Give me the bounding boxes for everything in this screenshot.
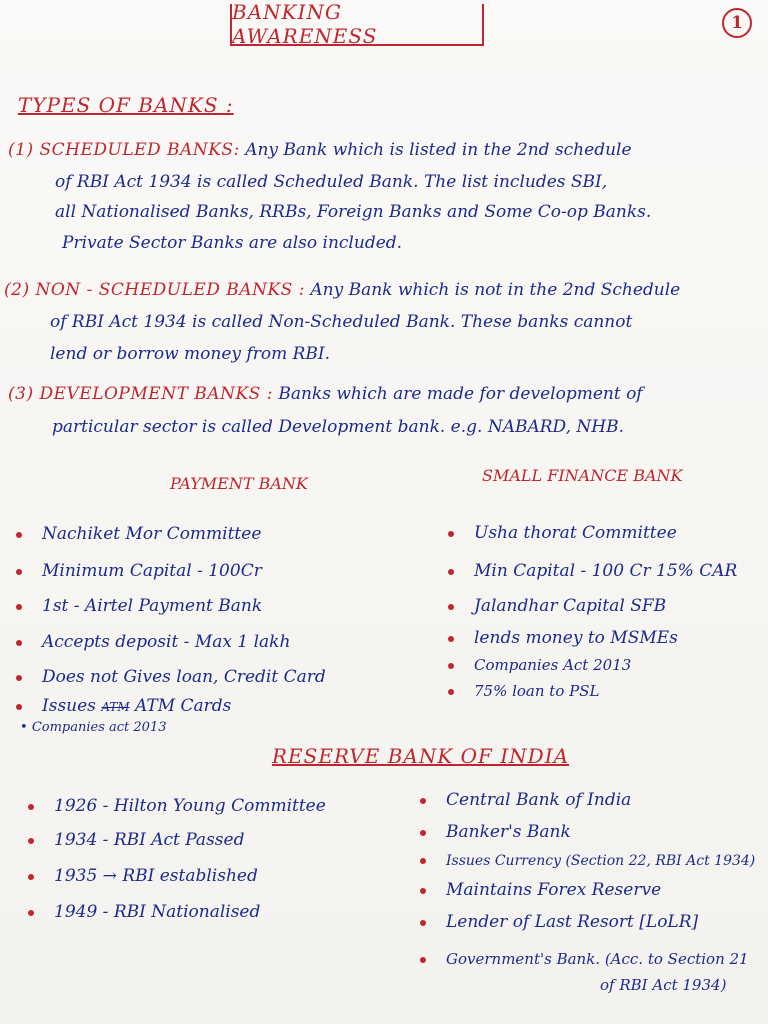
bullet-dot (28, 874, 34, 880)
page-title (230, 0, 484, 48)
bullet-dot (16, 704, 22, 710)
rbi-function-text: Issues Currency (Section 22, RBI Act 1934) (446, 853, 756, 869)
development-text-1: Banks which are made for development of (278, 384, 643, 404)
sfb-item (448, 596, 666, 616)
rbi-function-item (420, 912, 698, 932)
rbi-title: RESERVE BANK OF INDIA (272, 744, 570, 768)
non-scheduled-first-line (4, 280, 680, 300)
scheduled-text-3: all Nationalised Banks, RRBs, Foreign Banks and Some Co-op Banks. (55, 202, 652, 222)
bullet-dot (448, 604, 454, 610)
payment-bank-item-text: Nachiket Mor Committee (42, 524, 262, 544)
bullet-dot (16, 532, 22, 538)
issues-struck: ATM (101, 700, 130, 714)
rbi-timeline-item (28, 866, 258, 886)
rbi-timeline-item (28, 796, 326, 816)
development-first-line (8, 384, 643, 404)
sfb-item-text: Usha thorat Committee (474, 523, 677, 543)
payment-bank-item (16, 596, 262, 616)
bullet-dot (448, 636, 454, 642)
payment-bank-item-text: Minimum Capital - 100Cr (42, 561, 262, 581)
bullet-dot (28, 804, 34, 810)
bullet-dot (16, 640, 22, 646)
scheduled-text-4: Private Sector Banks are also included. (62, 233, 403, 253)
rbi-function-text: Banker's Bank (446, 822, 571, 842)
sfb-item-text: Min Capital - 100 Cr 15% CAR (474, 561, 738, 581)
rbi-function-item (420, 853, 755, 869)
companies-text: Companies act 2013 (31, 720, 167, 735)
sfb-item-text: Companies Act 2013 (474, 656, 632, 674)
rbi-function-text: Central Bank of India (446, 790, 632, 810)
development-label: (3) DEVELOPMENT BANKS : (8, 384, 273, 404)
bullet-dot (28, 910, 34, 916)
rbi-function-item (420, 822, 571, 842)
bullet-dot (420, 888, 426, 894)
development-text-2: particular sector is called Development bank. e.g. NABARD, NHB. (52, 417, 624, 437)
scheduled-text-2: of RBI Act 1934 is called Scheduled Bank. The list includes SBI, (55, 172, 608, 192)
scheduled-label: (1) SCHEDULED BANKS: (8, 140, 240, 160)
bullet-dot (420, 957, 426, 963)
bullet-dot (420, 798, 426, 804)
rbi-function-text: Government's Bank. (Acc. to Section 21 (446, 950, 749, 968)
sfb-item (448, 523, 677, 543)
sfb-item-text: 75% loan to PSL (474, 682, 600, 700)
non-scheduled-text-3: lend or borrow money from RBI. (50, 344, 331, 364)
types-heading: TYPES OF BANKS : (18, 93, 234, 117)
non-scheduled-text-2: of RBI Act 1934 is called Non-Scheduled Bank. These banks cannot (50, 312, 633, 332)
page-title-text: BANKING AWARENESS (232, 0, 378, 48)
bullet-dot (448, 663, 454, 669)
sfb-item (448, 656, 631, 674)
bullet-dot (28, 838, 34, 844)
sfb-item (448, 561, 737, 581)
page-number (722, 8, 752, 38)
rbi-timeline-text: 1935 → RBI established (54, 866, 258, 886)
bullet-dot (420, 830, 426, 836)
bullet-dot (448, 569, 454, 575)
payment-bank-title: PAYMENT BANK (170, 474, 308, 493)
bullet-dot (16, 675, 22, 681)
rbi-function-text: Maintains Forex Reserve (446, 880, 662, 900)
payment-bank-item-text: Does not Gives loan, Credit Card (42, 667, 326, 687)
rbi-timeline-item (28, 830, 244, 850)
payment-bank-item (16, 524, 261, 544)
bullet-dot (16, 604, 22, 610)
payment-bank-item (16, 667, 326, 687)
payment-bank-companies: • Companies act 2013 (20, 720, 167, 735)
sfb-item-text: Jalandhar Capital SFB (474, 596, 667, 616)
bullet-dot (420, 858, 426, 864)
bullet-dot (448, 531, 454, 537)
payment-bank-issues (16, 696, 231, 716)
small-finance-bank-title: SMALL FINANCE BANK (482, 466, 683, 485)
bullet-dot (16, 569, 22, 575)
scheduled-text-1: Any Bank which is listed in the 2nd schedule (245, 140, 632, 160)
rbi-function-text: Lender of Last Resort [LoLR] (446, 912, 699, 932)
issues-suffix: ATM Cards (135, 696, 232, 716)
rbi-function-item (420, 950, 749, 968)
rbi-timeline-text: 1934 - RBI Act Passed (54, 830, 245, 850)
rbi-function-continued: of RBI Act 1934) (600, 976, 727, 994)
sfb-item-text: lends money to MSMEs (474, 628, 678, 648)
rbi-function-item (420, 790, 631, 810)
sfb-item (448, 628, 678, 648)
rbi-timeline-text: 1926 - Hilton Young Committee (54, 796, 326, 816)
payment-bank-item-text: 1st - Airtel Payment Bank (42, 596, 263, 616)
scheduled-first-line (8, 140, 632, 160)
payment-bank-item-text: Accepts deposit - Max 1 lakh (42, 632, 291, 652)
sfb-item (448, 682, 599, 700)
payment-bank-item (16, 561, 262, 581)
rbi-timeline-text: 1949 - RBI Nationalised (54, 902, 261, 922)
bullet-dot (448, 689, 454, 695)
rbi-function-item (420, 880, 661, 900)
bullet-dot (420, 920, 426, 926)
rbi-timeline-item (28, 902, 260, 922)
payment-bank-item (16, 632, 290, 652)
non-scheduled-label: (2) NON - SCHEDULED BANKS : (4, 280, 305, 300)
page-number-text: 1 (731, 13, 743, 33)
non-scheduled-text-1: Any Bank which is not in the 2nd Schedule (310, 280, 681, 300)
issues-prefix: Issues (42, 696, 96, 716)
